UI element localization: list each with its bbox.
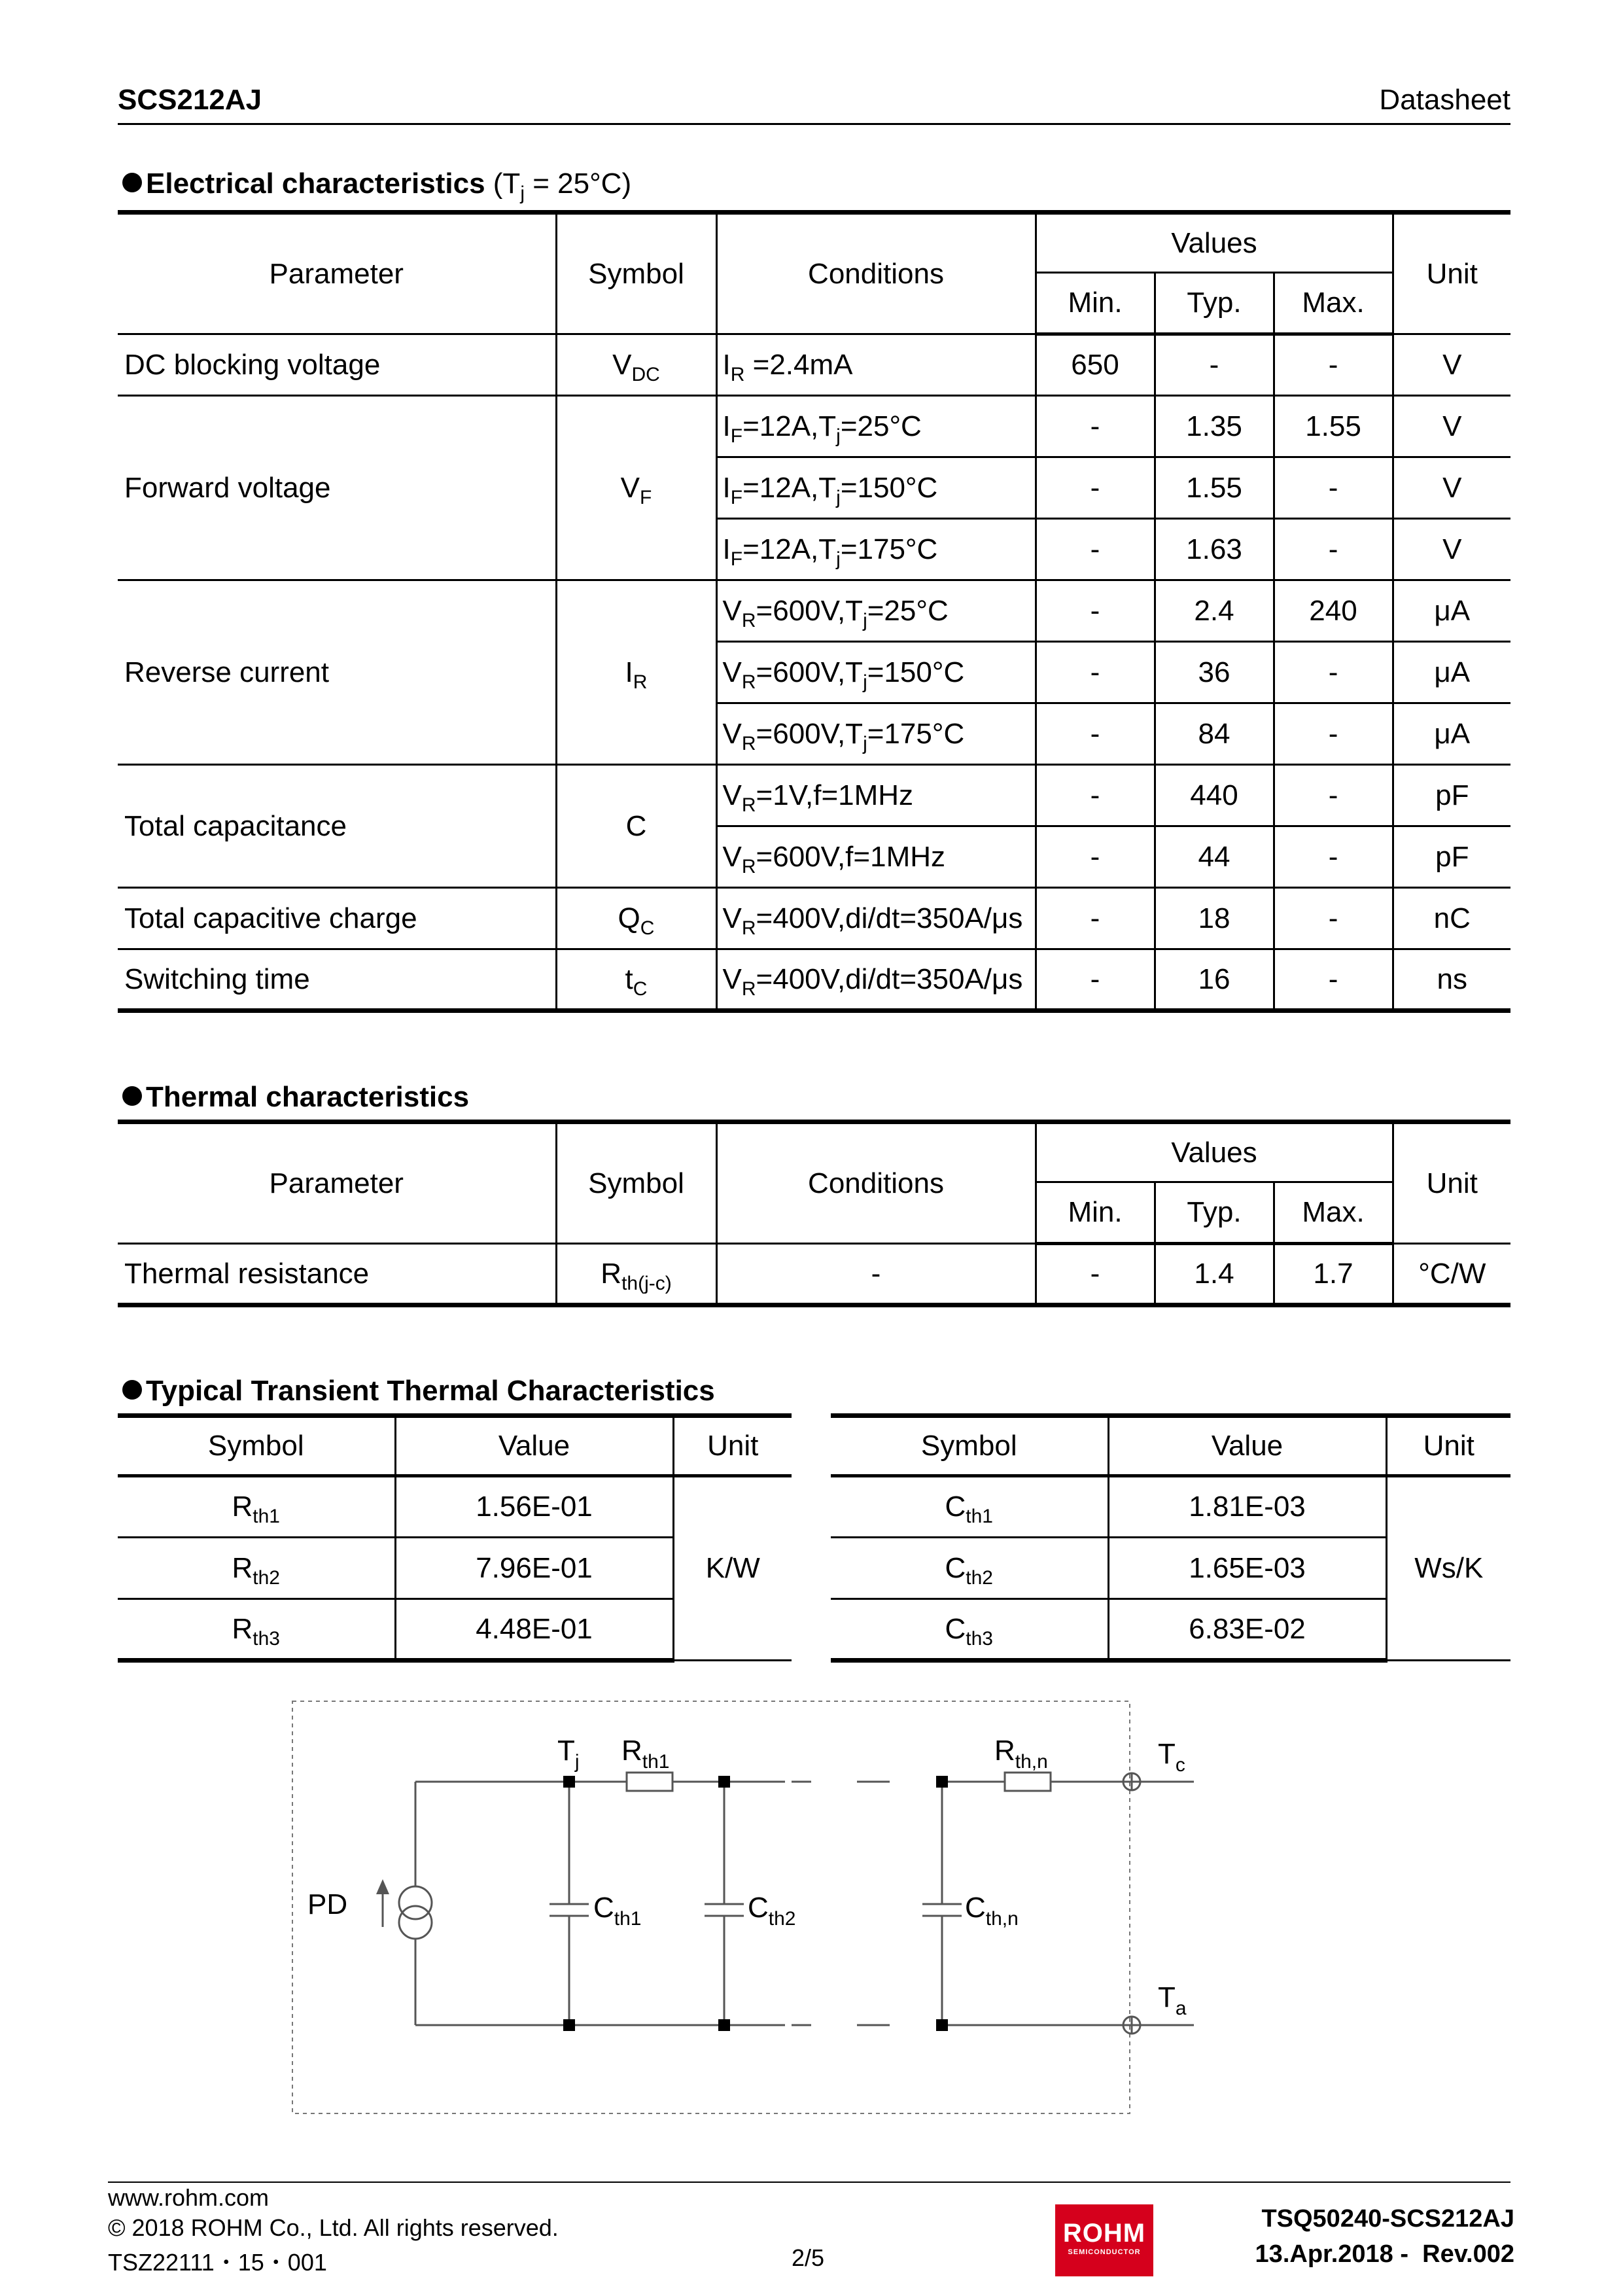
node (563, 1776, 575, 1788)
table-row: $V_R=600V,f=1MHz$ - 44 - pF (118, 826, 1510, 888)
resistor-rth1 (627, 1773, 672, 1791)
doc-type: Datasheet (1379, 84, 1510, 116)
header-symbol: Symbol (831, 1416, 1108, 1476)
footer-code: TSZ22111・15・001 (108, 2249, 327, 2276)
label-tc: $T_c$ (1158, 1738, 1185, 1776)
header-value: Value (395, 1416, 673, 1476)
footer-copyright: © 2018 ROHM Co., Ltd. All rights reserved. (108, 2214, 559, 2241)
header-parameter: Parameter (118, 213, 556, 334)
table-row: $I_F=12A,T_j=150^\circ C$ - 1.55 - V (118, 457, 1510, 519)
header-min: Min. (1036, 273, 1155, 334)
header-values: Values (1036, 213, 1393, 273)
header-value: Value (1108, 1416, 1386, 1476)
header-conditions: Conditions (716, 1122, 1036, 1244)
label-cth1: $C_{th1}$ (593, 1892, 642, 1930)
header-parameter: Parameter (118, 1122, 556, 1244)
label-tj: $T_j$ (557, 1735, 580, 1773)
table-row: Thermal resistance $R_{th(j-c)}$ - - 1.4 1.7 °C/W (118, 1244, 1510, 1305)
table-row: $R_{th3}$ 4.48E-01 (118, 1599, 792, 1661)
thermal-section-title: Thermal characteristics (122, 1081, 469, 1114)
header-min: Min. (1036, 1182, 1155, 1244)
table-row: $V_R=600V,T_j=150^\circ C$ - 36 - μA (118, 642, 1510, 703)
label-cth2: $C_{th2}$ (748, 1892, 796, 1930)
arrow-up-icon (376, 1879, 389, 1894)
table-row: $R_{th2}$ 7.96E-01 (118, 1538, 792, 1599)
header-values: Values (1036, 1122, 1393, 1182)
header-unit: Unit (1386, 1416, 1510, 1476)
footer-divider (108, 2181, 1510, 2183)
header-max: Max. (1274, 1182, 1393, 1244)
current-source-icon (399, 1886, 432, 1919)
table-row: $I_F=12A,T_j=175^\circ C$ - 1.63 - V (118, 519, 1510, 580)
table-row: $R_{th1}$ 1.56E-01 K/W (118, 1476, 792, 1538)
electrical-condition: $(T_j = 25^\circ C)$ (493, 168, 632, 204)
label-cthn: $C_{th,n}$ (965, 1892, 1019, 1930)
table-row: Total capacitance C $V_R=1V,f=1MHz$ - 440 - pF (118, 765, 1510, 826)
header-max: Max. (1274, 273, 1393, 334)
node (936, 2019, 948, 2031)
header-typ: Typ. (1155, 273, 1274, 334)
date-revision: 13.Apr.2018 - Rev.002 (1255, 2240, 1514, 2268)
table-row: $C_{th3}$ 6.83E-02 (831, 1599, 1510, 1661)
resistor-rthn (1005, 1773, 1051, 1791)
label-rthn: $R_{th,n}$ (994, 1735, 1048, 1773)
transient-section-title: Typical Transient Thermal Characteristics (122, 1375, 715, 1407)
header-symbol: Symbol (556, 1122, 716, 1244)
table-row: DC blocking voltage $V_{DC}$ $I_R =2.4mA$ 650 - - V (118, 334, 1510, 396)
electrical-section-title: Electrical characteristics $(T_j = 25^\circ C)$ (122, 168, 631, 200)
table-row: Switching time $t_C$ $V_R=400V,di/dt=350A/\mu s$ - 16 - ns (118, 949, 1510, 1011)
node (718, 2019, 730, 2031)
table-row: $C_{th2}$ 1.65E-03 (831, 1538, 1510, 1599)
label-rth1: $R_{th1}$ (621, 1735, 670, 1773)
header-unit: Unit (673, 1416, 792, 1476)
page-number: 2/5 (792, 2244, 825, 2271)
rohm-logo: ROHM SEMICONDUCTOR (1055, 2204, 1153, 2276)
label-pd: PD (307, 1888, 348, 1920)
footer-website[interactable]: www.rohm.com (108, 2184, 270, 2211)
label-ta: $T_a$ (1158, 1981, 1187, 2019)
table-row: Forward voltage $V_F$ $I_F=12A,T_j=25^\circ C$ - 1.35 1.55 V (118, 396, 1510, 457)
header-typ: Typ. (1155, 1182, 1274, 1244)
part-number: SCS212AJ (118, 84, 262, 116)
table-row: $C_{th1}$ 1.81E-03 Ws/K (831, 1476, 1510, 1538)
table-row: $V_R=600V,T_j=175^\circ C$ - 84 - μA (118, 703, 1510, 765)
header-unit: Unit (1393, 213, 1510, 334)
table-row: Total capacitive charge $Q_C$ $V_R=400V,di/dt=350A/\mu s$ - 18 - nC (118, 888, 1510, 949)
table-row: Reverse current $I_R$ $V_R=600V,T_j=25^\circ C$ - 2.4 240 μA (118, 580, 1510, 642)
header-symbol: Symbol (556, 213, 716, 334)
header-symbol: Symbol (118, 1416, 395, 1476)
header-conditions: Conditions (716, 213, 1036, 334)
node (563, 2019, 575, 2031)
node (718, 1776, 730, 1788)
doc-id: TSQ50240-SCS212AJ (1261, 2205, 1514, 2233)
node (936, 1776, 948, 1788)
header-unit: Unit (1393, 1122, 1510, 1244)
